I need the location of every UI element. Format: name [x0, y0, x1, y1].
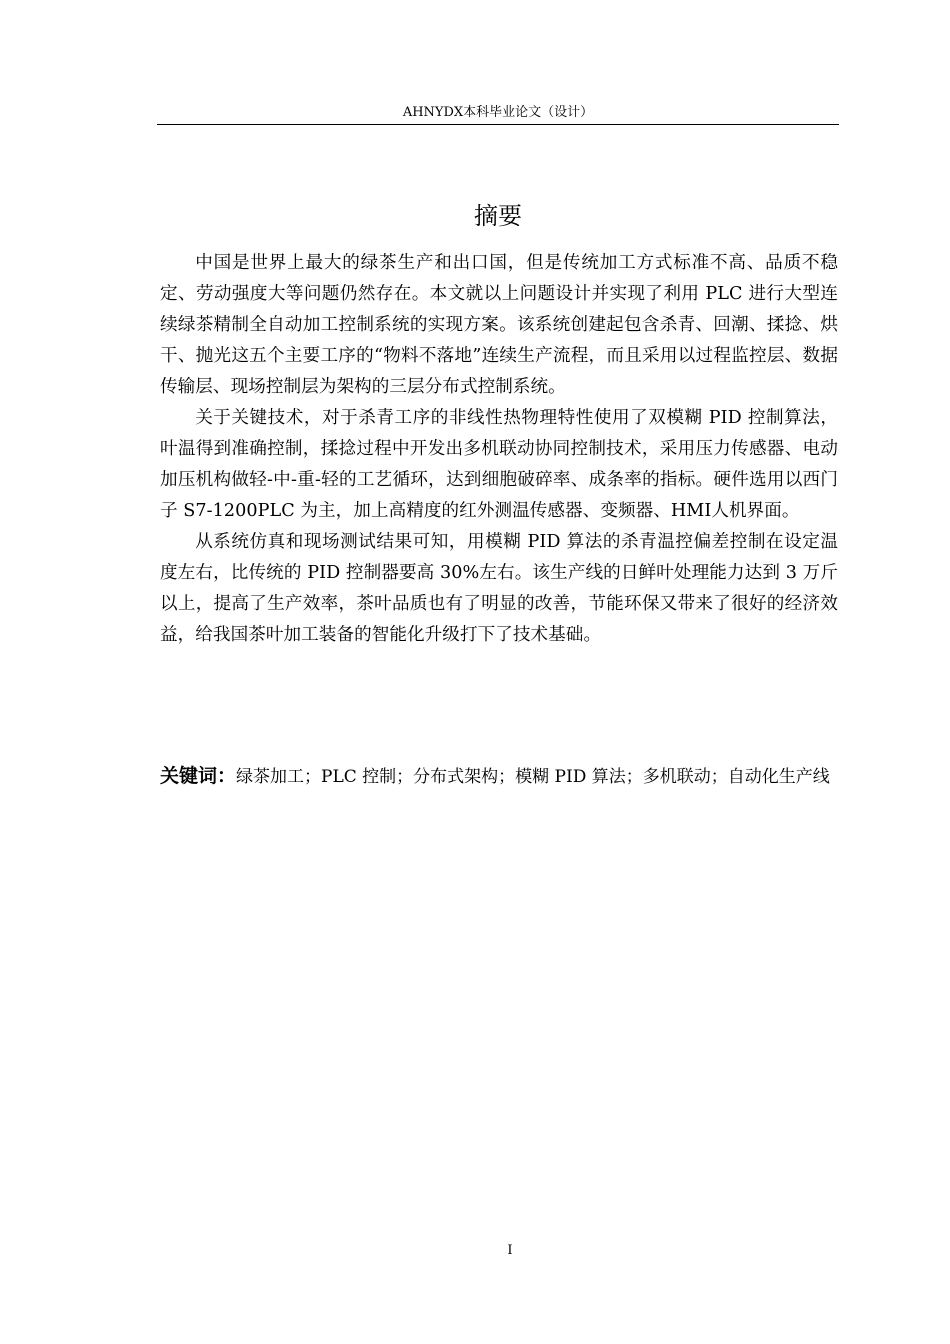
keywords-block — [160, 761, 838, 793]
keywords-text: 绿茶加工；PLC 控制；分布式架构；模糊 PID 算法；多机联动；自动化生产线 — [236, 767, 830, 787]
abstract-paragraph-2: 关于关键技术，对于杀青工序的非线性热物理特性使用了双模糊 PID 控制算法，叶温得到准确控制，揉捻过程中开发出多机联动协同控制技术，采用压力传感器、电动加压机构做轻-中-重-轻的工艺循环，达到细胞破碎率、成条率的指标。硬件选用以西门子 S7-1200PLC 为主，加上高精度的红外测温传感器、变频器、HMI人机界面。 — [160, 408, 838, 521]
keywords-label: 关键词： — [160, 765, 237, 787]
header-rule — [157, 124, 839, 125]
abstract-paragraph-3: 从系统仿真和现场测试结果可知，用模糊 PID 算法的杀青温控偏差控制在设定温度左右，比传统的 PID 控制器要高 30%左右。该生产线的日鲜叶处理能力达到 3 万斤以上，提高了生产效率，茶叶品质也有了明显的改善，节能环保又带来了很好的经济效益，给我国茶叶加工装备的智能化升级打下了技术基础。 — [160, 532, 838, 645]
abstract-paragraph-1: 中国是世界上最大的绿茶生产和出口国，但是传统加工方式标准不高、品质不稳定、劳动强度大等问题仍然存在。本文就以上问题设计并实现了利用 PLC 进行大型连续绿茶精制全自动加工控制系统的实现方案。该系统创建起包含杀青、回潮、揉捻、烘干、抛光这五个主要工序的“物料不落地”连续生产流程，而且采用以过程监控层、数据传输层、现场控制层为架构的三层分布式控制系统。 — [160, 253, 838, 397]
page-number: I — [507, 1243, 513, 1258]
abstract-body — [160, 248, 838, 651]
running-header: AHNYDX本科毕业论文（设计） — [402, 105, 594, 120]
abstract-title: 摘要 — [474, 202, 522, 231]
